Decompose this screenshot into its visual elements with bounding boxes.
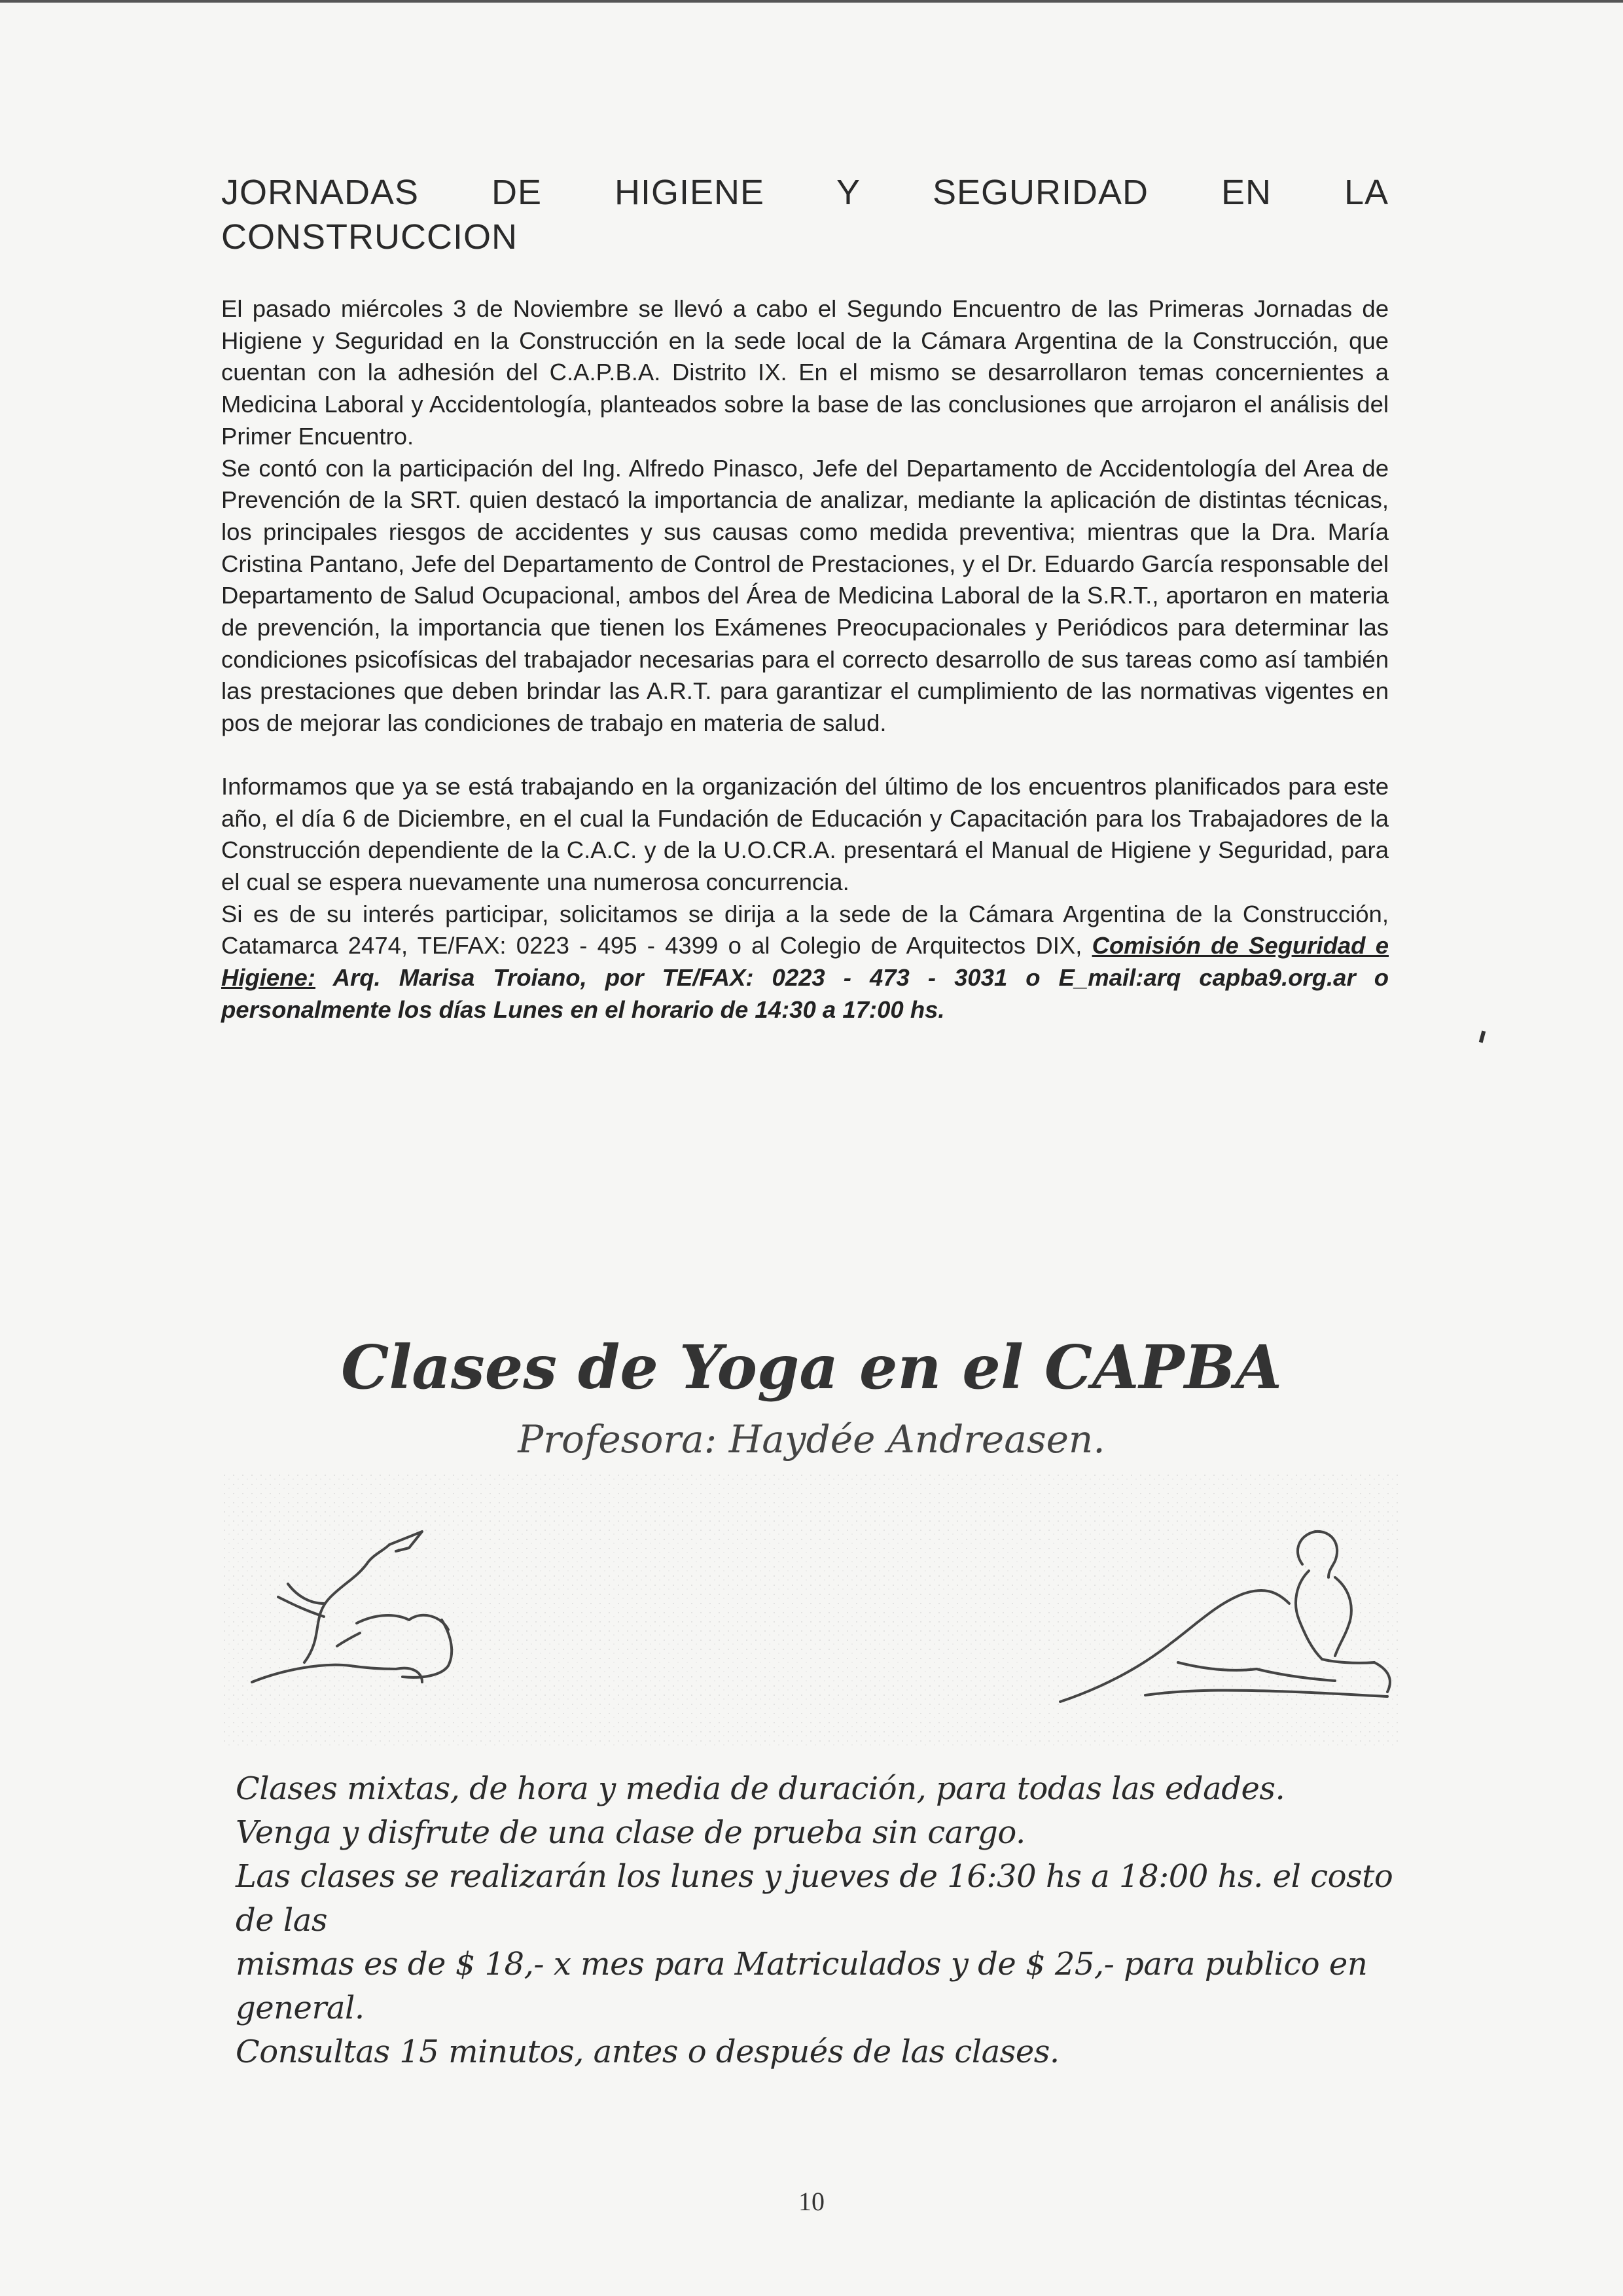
- article-paragraph-4: [221, 899, 1389, 1026]
- contact-label: Comisión de Seguridad e Higiene:: [221, 932, 1389, 992]
- yoga-details: [236, 1767, 1414, 2074]
- yoga-figure-right-icon: [1047, 1505, 1414, 1721]
- article-title-line-1: JORNADAS DE HIGIENE Y SEGURIDAD EN LA: [221, 173, 1389, 212]
- yoga-line-4: mismas es de $ 18,- x mes para Matriculados y de $ 25,- para publico en general.: [236, 1946, 1368, 2026]
- article-paragraph-3: Informamos que ya se está trabajando en la organización del último de los encuentros planificados para este año, el día 6 de Diciembre, en el cual la Fundación de Educación y Capacitación para los Trabajadores de la Construcción dependiente de la C.A.C. y de la U.O.CR.A. presentará el Manual de Higiene y Seguridad, para el cual se espera nuevamente una numerosa concurrencia.: [221, 772, 1389, 895]
- yoga-title: Clases de Yoga en el CAPBA: [341, 1332, 1282, 1403]
- yoga-figure-left-icon: [226, 1505, 527, 1702]
- page-number: 10: [798, 2187, 825, 2216]
- yoga-line-3: Las clases se realizarán los lunes y jueves de 16:30 hs a 18:00 hs. el costo de las: [236, 1858, 1393, 1939]
- article-paragraph-1: El pasado miércoles 3 de Noviembre se llevó a cabo el Segundo Encuentro de las Primeras Jornadas de Higiene y Seguridad en la Construcción en la sede local de la Cámara Argentina de la Construcción, que cuentan con la adhesión del C.A.P.B.A. Distrito IX. En el mismo se desarrollaron temas concernientes a Medicina Laboral y Accidentología, planteados sobre la base de las conclusiones que arrojaron el análisis del Primer Encuentro.: [221, 295, 1389, 450]
- article-title-line-2: CONSTRUCCION: [221, 217, 518, 257]
- contact-text: Arq. Marisa Troiano, por TE/FAX: 0223 - 473 - 3031 o E_mail:arq capba9.org.ar o personalmente los días Lunes en el horario de 14:30 a 17:00 hs.: [221, 964, 1389, 1023]
- yoga-subtitle: Profesora: Haydée Andreasen.: [518, 1417, 1105, 1462]
- article-paragraph-2: Se contó con la participación del Ing. Alfredo Pinasco, Jefe del Departamento de Accidentología del Area de Prevención de la SRT. quien destacó la importancia de analizar, mediante la aplicación de distintas técnicas, los principales riesgos de accidentes y sus causas como medida preventiva; mientras que la Dra. María Cristina Pantano, Jefe del Departamento de Control de Prestaciones, y el Dr. Eduardo García responsable del Departamento de Salud Ocupacional, ambos del Área de Medicina Laboral de la S.R.T., aportaron en materia de prevención, la importancia que tienen los Exámenes Preocupacionales y Periódicos para determinar las condiciones psicofísicas del trabajador necesarias para el correcto desarrollo de sus tareas como así también las prestaciones que deben brindar las A.R.T. para garantizar el cumplimiento de las normativas vigentes en pos de mejorar las condiciones de trabajo en materia de salud.: [221, 454, 1389, 737]
- article-higiene-seguridad: [221, 170, 1389, 1026]
- scan-mark: [1479, 1031, 1486, 1043]
- top-scan-rule: [0, 0, 1623, 3]
- yoga-line-1: Clases mixtas, de hora y media de duración, para todas las edades.: [236, 1770, 1285, 1807]
- yoga-line-5: Consultas 15 minutos, antes o después de las clases.: [236, 2034, 1060, 2070]
- article-title: [221, 170, 1389, 259]
- yoga-line-2: Venga y disfrute de una clase de prueba sin cargo.: [236, 1814, 1026, 1851]
- contact-intro: Si es de su interés participar, solicitamos se dirija a la sede de la Cámara Argentina de la Construcción, Catamarca 2474, TE/FAX: 0223 - 495 - 4399 o al Colegio de Arquitectos DIX,: [221, 900, 1389, 960]
